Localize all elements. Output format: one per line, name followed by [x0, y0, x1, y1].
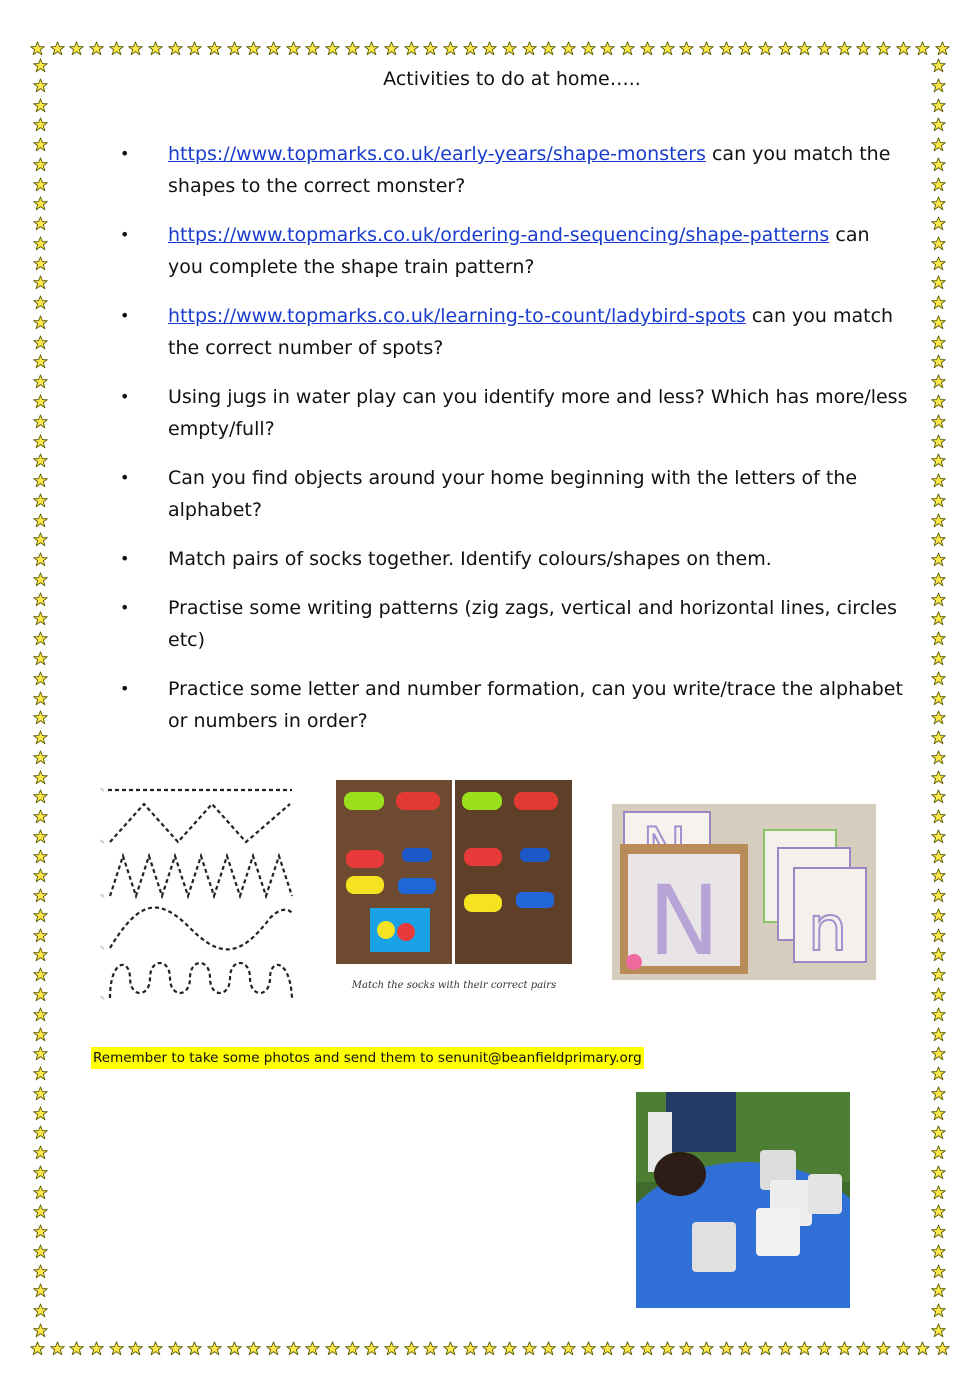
activity-list [118, 138, 908, 754]
writing-patterns-image [100, 778, 300, 1006]
bullet-icon: • [120, 598, 130, 617]
star-icon [915, 41, 930, 56]
star-icon [931, 295, 946, 310]
star-icon [931, 1204, 946, 1219]
star-icon [931, 513, 946, 528]
star-icon [423, 1341, 438, 1356]
star-icon [33, 256, 48, 271]
bullet-icon: • [120, 387, 130, 406]
star-icon [89, 1341, 104, 1356]
star-icon [931, 611, 946, 626]
star-icon [931, 532, 946, 547]
star-icon [931, 196, 946, 211]
star-icon [856, 41, 871, 56]
star-icon [128, 41, 143, 56]
star-icon [620, 41, 635, 56]
star-icon [33, 611, 48, 626]
star-icon [404, 41, 419, 56]
star-icon [600, 1341, 615, 1356]
star-icon [384, 41, 399, 56]
star-icon [33, 414, 48, 429]
star-icon [33, 631, 48, 646]
star-icon [207, 41, 222, 56]
star-icon [522, 1341, 537, 1356]
star-icon [797, 41, 812, 56]
star-icon [931, 394, 946, 409]
star-icon [69, 41, 84, 56]
star-icon [187, 41, 202, 56]
star-icon [33, 493, 48, 508]
star-icon [931, 98, 946, 113]
star-icon [443, 41, 458, 56]
activity-item [118, 300, 908, 364]
star-icon [931, 789, 946, 804]
star-icon [305, 1341, 320, 1356]
activity-text: Practise some writing patterns (zig zags, vertical and horizontal lines, circles etc) [168, 597, 897, 651]
star-icon [931, 849, 946, 864]
socks-photo [336, 780, 572, 964]
activity-text: Using jugs in water play can you identify more and less? Which has more/less empty/full? [168, 386, 908, 440]
star-icon [33, 1303, 48, 1318]
star-icon [33, 1204, 48, 1219]
star-icon [33, 453, 48, 468]
activity-text: can you complete the shape train pattern? [168, 224, 870, 278]
star-icon [33, 1086, 48, 1101]
star-icon [931, 1086, 946, 1101]
star-icon [168, 41, 183, 56]
star-icon [266, 41, 281, 56]
star-icon [699, 41, 714, 56]
star-icon [931, 730, 946, 745]
star-icon [502, 1341, 517, 1356]
star-icon [33, 730, 48, 745]
star-icon [168, 1341, 183, 1356]
activity-item [118, 381, 908, 445]
star-icon [33, 947, 48, 962]
star-icon [246, 41, 261, 56]
star-icon [33, 394, 48, 409]
water-play-illustration [636, 1092, 850, 1308]
star-icon [876, 1341, 891, 1356]
star-icon [561, 1341, 576, 1356]
star-icon [33, 671, 48, 686]
star-icon [33, 1066, 48, 1081]
star-icon [33, 770, 48, 785]
reminder-note: Remember to take some photos and send them to senunit@beanfieldprimary.org [91, 1047, 644, 1069]
activity-item [118, 138, 908, 202]
star-icon [931, 552, 946, 567]
star-icon [931, 1106, 946, 1121]
star-icon [187, 1341, 202, 1356]
page-title: Activities to do at home….. [383, 68, 641, 90]
star-icon [931, 177, 946, 192]
star-icon [931, 275, 946, 290]
activity-text: Match pairs of socks together. Identify colours/shapes on them. [168, 548, 772, 570]
star-icon [207, 1341, 222, 1356]
star-icon [33, 532, 48, 547]
star-icon [33, 236, 48, 251]
star-icon [931, 868, 946, 883]
star-icon [931, 651, 946, 666]
star-icon [931, 414, 946, 429]
star-icon [931, 572, 946, 587]
star-icon [931, 928, 946, 943]
star-icon [660, 41, 675, 56]
star-icon [931, 1027, 946, 1042]
star-icon [931, 335, 946, 350]
star-icon [33, 552, 48, 567]
star-icon [33, 868, 48, 883]
star-icon [33, 275, 48, 290]
star-icon [33, 789, 48, 804]
star-icon [679, 1341, 694, 1356]
star-icon [931, 1303, 946, 1318]
star-icon [33, 592, 48, 607]
star-icon [325, 41, 340, 56]
star-icon [423, 41, 438, 56]
activity-item [118, 673, 908, 737]
star-icon [679, 41, 694, 56]
star-icon [931, 770, 946, 785]
star-icon [482, 1341, 497, 1356]
star-icon [931, 434, 946, 449]
star-icon [33, 216, 48, 231]
star-icon [69, 1341, 84, 1356]
star-icon [561, 41, 576, 56]
star-icon [33, 315, 48, 330]
star-icon [817, 1341, 832, 1356]
socks-caption: Match the socks with their correct pairs [351, 980, 557, 991]
star-icon [915, 1341, 930, 1356]
star-icon [931, 493, 946, 508]
svg-text:N: N [648, 865, 720, 977]
star-icon [33, 1007, 48, 1022]
activity-text: can you match the correct number of spots? [168, 305, 894, 359]
star-icon [837, 41, 852, 56]
star-icon [345, 1341, 360, 1356]
star-icon [931, 256, 946, 271]
star-icon [345, 41, 360, 56]
star-icon [286, 41, 301, 56]
bullet-icon: • [120, 468, 130, 487]
star-icon [738, 1341, 753, 1356]
star-icon [931, 691, 946, 706]
star-icon [931, 216, 946, 231]
star-icon [89, 41, 104, 56]
star-icon [699, 1341, 714, 1356]
activity-item [118, 543, 908, 575]
star-icon [931, 1323, 946, 1338]
star-icon [931, 157, 946, 172]
star-icon [404, 1341, 419, 1356]
activity-text: can you match the shapes to the correct monster? [168, 143, 891, 197]
star-icon [227, 41, 242, 56]
star-icon [33, 117, 48, 132]
star-icon [931, 809, 946, 824]
star-icon [931, 1046, 946, 1061]
bullet-icon: • [120, 144, 130, 163]
star-icon [128, 1341, 143, 1356]
star-icon [305, 41, 320, 56]
star-icon [931, 453, 946, 468]
star-icon [541, 41, 556, 56]
star-icon [931, 374, 946, 389]
letter-tracing-photo [612, 804, 876, 980]
star-icon [931, 947, 946, 962]
star-icon [286, 1341, 301, 1356]
star-icon [33, 1185, 48, 1200]
star-icon [837, 1341, 852, 1356]
svg-text:✎: ✎ [100, 945, 106, 952]
star-icon [931, 1145, 946, 1160]
star-icon [719, 1341, 734, 1356]
star-icon [33, 1046, 48, 1061]
star-icon [620, 1341, 635, 1356]
star-icon [325, 1341, 340, 1356]
star-icon [896, 1341, 911, 1356]
star-icon [935, 1341, 950, 1356]
star-icon [931, 967, 946, 982]
star-icon [33, 1244, 48, 1259]
star-icon [502, 41, 517, 56]
star-icon [33, 888, 48, 903]
bullet-icon: • [120, 679, 130, 698]
star-icon [660, 1341, 675, 1356]
svg-text:✎: ✎ [100, 893, 106, 900]
star-icon [33, 137, 48, 152]
activity-link[interactable]: https://www.topmarks.co.uk/ordering-and-sequencing/shape-patterns [168, 224, 830, 246]
star-icon [33, 196, 48, 211]
svg-text:✎: ✎ [100, 787, 106, 794]
star-icon [797, 1341, 812, 1356]
star-icon [931, 1185, 946, 1200]
svg-text:n: n [808, 892, 848, 965]
star-icon [33, 750, 48, 765]
star-icon [33, 1106, 48, 1121]
star-icon [33, 691, 48, 706]
star-icon [443, 1341, 458, 1356]
star-icon [931, 137, 946, 152]
letter-tracing-illustration [612, 804, 876, 980]
star-icon [931, 829, 946, 844]
star-icon [931, 987, 946, 1002]
star-icon [931, 1224, 946, 1239]
star-icon [148, 41, 163, 56]
star-icon [931, 1125, 946, 1140]
star-icon [463, 41, 478, 56]
star-icon [33, 354, 48, 369]
star-border-left [30, 58, 50, 1338]
star-icon [931, 592, 946, 607]
star-icon [246, 1341, 261, 1356]
star-icon [33, 987, 48, 1002]
star-icon [931, 315, 946, 330]
star-icon [931, 1007, 946, 1022]
star-icon [33, 651, 48, 666]
star-icon [33, 572, 48, 587]
star-icon [33, 908, 48, 923]
star-icon [33, 335, 48, 350]
star-icon [719, 41, 734, 56]
star-icon [856, 1341, 871, 1356]
star-icon [33, 1283, 48, 1298]
star-icon [30, 1341, 45, 1356]
star-icon [50, 1341, 65, 1356]
star-icon [581, 41, 596, 56]
activity-text: Practice some letter and number formation, can you write/trace the alphabet or numbers in order? [168, 678, 903, 732]
star-icon [931, 1066, 946, 1081]
star-icon [931, 750, 946, 765]
star-icon [33, 434, 48, 449]
star-icon [109, 1341, 124, 1356]
star-icon [778, 1341, 793, 1356]
star-icon [738, 41, 753, 56]
star-icon [227, 1341, 242, 1356]
activity-item [118, 462, 908, 526]
activity-link[interactable]: https://www.topmarks.co.uk/learning-to-count/ladybird-spots [168, 305, 746, 327]
star-icon [876, 41, 891, 56]
star-border-bottom [30, 1338, 950, 1358]
star-icon [33, 1165, 48, 1180]
star-icon [931, 1283, 946, 1298]
star-icon [33, 374, 48, 389]
star-icon [896, 41, 911, 56]
star-icon [33, 157, 48, 172]
star-icon [33, 1264, 48, 1279]
bullet-icon: • [120, 549, 130, 568]
bullet-icon: • [120, 225, 130, 244]
star-icon [384, 1341, 399, 1356]
star-icon [931, 1244, 946, 1259]
star-icon [33, 849, 48, 864]
activity-item [118, 592, 908, 656]
svg-text:✎: ✎ [100, 995, 106, 1002]
star-icon [931, 354, 946, 369]
star-icon [364, 1341, 379, 1356]
star-icon [33, 473, 48, 488]
star-icon [931, 908, 946, 923]
activity-text: Can you find objects around your home beginning with the letters of the alphabet? [168, 467, 858, 521]
star-icon [778, 41, 793, 56]
star-icon [30, 41, 45, 56]
star-icon [482, 41, 497, 56]
star-icon [640, 1341, 655, 1356]
star-icon [640, 41, 655, 56]
star-icon [931, 1165, 946, 1180]
star-icon [33, 967, 48, 982]
star-icon [33, 1224, 48, 1239]
star-icon [33, 710, 48, 725]
star-icon [33, 809, 48, 824]
star-icon [541, 1341, 556, 1356]
star-icon [148, 1341, 163, 1356]
star-icon [33, 177, 48, 192]
star-icon [817, 41, 832, 56]
star-border-top [30, 38, 950, 58]
star-icon [581, 1341, 596, 1356]
star-icon [266, 1341, 281, 1356]
star-icon [931, 1264, 946, 1279]
star-icon [931, 473, 946, 488]
star-icon [50, 41, 65, 56]
svg-text:✎: ✎ [100, 839, 106, 846]
star-icon [33, 1145, 48, 1160]
water-play-photo [636, 1092, 850, 1308]
star-icon [758, 41, 773, 56]
star-icon [109, 41, 124, 56]
star-icon [33, 829, 48, 844]
activity-item [118, 219, 908, 283]
star-icon [931, 117, 946, 132]
star-icon [931, 710, 946, 725]
socks-illustration [336, 780, 572, 964]
bullet-icon: • [120, 306, 130, 325]
star-icon [935, 41, 950, 56]
star-icon [600, 41, 615, 56]
star-icon [931, 671, 946, 686]
star-icon [33, 1323, 48, 1338]
star-icon [931, 236, 946, 251]
star-icon [931, 888, 946, 903]
star-icon [931, 631, 946, 646]
star-icon [364, 41, 379, 56]
activity-link[interactable]: https://www.topmarks.co.uk/early-years/shape-monsters [168, 143, 706, 165]
star-icon [522, 41, 537, 56]
star-border-right [928, 58, 948, 1338]
star-icon [33, 1125, 48, 1140]
star-icon [33, 513, 48, 528]
star-icon [463, 1341, 478, 1356]
star-icon [33, 928, 48, 943]
star-icon [33, 1027, 48, 1042]
star-icon [758, 1341, 773, 1356]
star-icon [33, 98, 48, 113]
star-icon [33, 295, 48, 310]
